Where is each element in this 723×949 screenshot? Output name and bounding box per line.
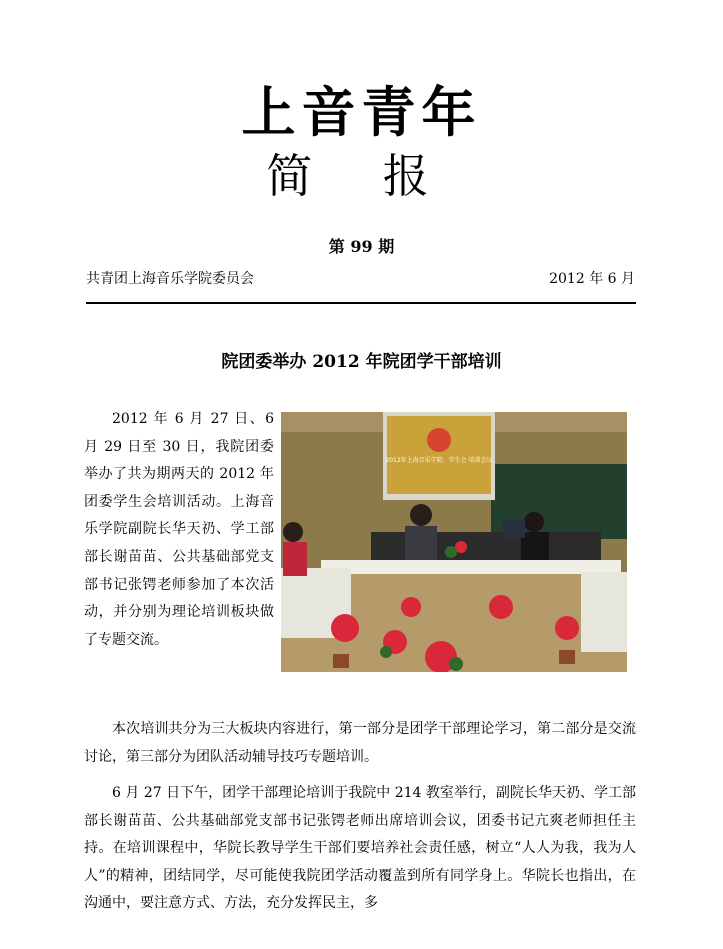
header-divider [86, 302, 636, 304]
issue-number: 第 99 期 [328, 237, 395, 256]
newsletter-subtitle: 简 报 [266, 149, 457, 203]
article-title: 院团委举办 2012 年院团学干部培训 [221, 352, 502, 372]
masthead-title: 上音青年 [241, 80, 482, 144]
article-paragraph-1: 2012 年 6 月 27 日、6 月 29 日至 30 日，我院团委举办了共为期两天的 2012 年团委学生会培训活动。上海音乐学院副院长华天礽、学工部部长谢苗苗、公共基础部党支部书记张锷老师参加了本次活动，并分别为理论培训板块做了专题交流。 [84, 411, 274, 648]
issue-date: 2012 年 6 月 [549, 271, 635, 287]
photo-screen-caption: 2012年上海音乐学院、学生会 培训会议 [385, 457, 493, 464]
organization-name: 共青团上海音乐学院委员会 [86, 271, 254, 287]
article-paragraph-3: 6 月 27 日下午，团学干部理论培训于我院中 214 教室举行，副院长华天礽、学工部部长谢苗苗、公共基础部党支部书记张锷老师出席培训会议，团委书记亢爽老师担任主持。在培训课程中，华院长教导学生干部们要培养社会责任感，树立“人人为我，我为人人”的精神，团结同学，尽可能使我院团学活动覆盖到所有同学身上。华院长也指出，在沟通中，要注意方式、方法，充分发挥民主，多 [84, 785, 636, 912]
article-paragraph-2: 本次培训共分为三大板块内容进行，第一部分是团学干部理论学习，第二部分是交流讨论，第三部分为团队活动辅导技巧专题培训。 [84, 721, 636, 765]
training-photo [281, 412, 627, 672]
